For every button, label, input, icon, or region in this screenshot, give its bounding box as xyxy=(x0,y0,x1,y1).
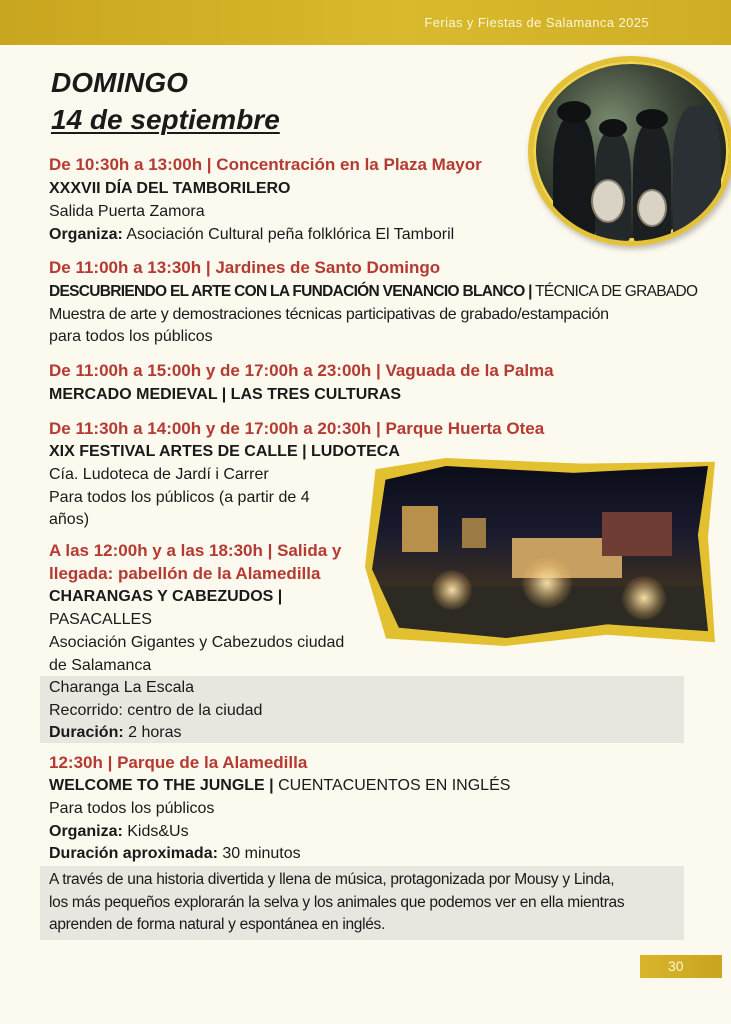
event-5-subtitle: PASACALLES xyxy=(49,611,152,628)
event-5-duration xyxy=(49,722,181,744)
header-title: Ferias y Fiestas de Salamanca 2025 xyxy=(424,15,649,30)
event-6-organizer xyxy=(49,821,189,843)
event-2-desc-1: Muestra de arte y demostraciones técnicas participativas de grabado/estampación xyxy=(49,306,609,323)
event-6-title xyxy=(49,775,510,797)
duration-label: Duración aproximada: xyxy=(49,845,218,862)
event-3-time: De 11:00h a 15:00h y de 17:00h a 23:00h | Vaguada de la Palma xyxy=(49,361,554,380)
event-5-time-2: llegada: pabellón de la Alamedilla xyxy=(49,564,321,583)
organizer-value: Asociación Cultural peña folklórica El Tamboril xyxy=(122,226,455,243)
event-1-time: De 10:30h a 13:00h | Concentración en la Plaza Mayor xyxy=(49,155,482,174)
header-band xyxy=(0,0,731,45)
event-4-line-3: años) xyxy=(49,511,90,528)
night-park-photo xyxy=(372,466,708,638)
tamborilero-photo xyxy=(528,56,731,246)
event-6-title-light: CUENTACUENTOS EN INGLÉS xyxy=(273,777,511,794)
event-1-organizer xyxy=(49,224,454,246)
event-6-desc-3: aprenden de forma natural y espontánea en inglés. xyxy=(49,916,386,933)
event-6-duration xyxy=(49,843,301,865)
event-4-title: XIX FESTIVAL ARTES DE CALLE | LUDOTECA xyxy=(49,443,400,460)
event-4-time: De 11:30h a 14:00h y de 17:00h a 20:30h | Parque Huerta Otea xyxy=(49,419,545,438)
event-5-line-2: de Salamanca xyxy=(49,657,152,674)
event-6-desc-1: A través de una historia divertida y llena de música, protagonizada por Mousy y Linda, xyxy=(49,871,615,888)
duration-value: 2 horas xyxy=(123,724,182,741)
event-2-title-bold: DESCUBRIENDO EL ARTE CON LA FUNDACIÓN VENANCIO BLANCO | xyxy=(49,283,532,300)
event-6-title-bold: WELCOME TO THE JUNGLE | xyxy=(49,777,274,794)
event-1-title: XXXVII DÍA DEL TAMBORILERO xyxy=(49,180,291,197)
event-1-line: Salida Puerta Zamora xyxy=(49,203,205,220)
duration-label: Duración: xyxy=(49,724,124,741)
event-5-line-4: Recorrido: centro de la ciudad xyxy=(49,702,263,719)
day-title: DOMINGO xyxy=(51,67,188,98)
event-6-time: 12:30h | Parque de la Alamedilla xyxy=(49,753,308,772)
event-5-line-1: Asociación Gigantes y Cabezudos ciudad xyxy=(49,634,345,651)
event-4-line-1: Cía. Ludoteca de Jardí i Carrer xyxy=(49,466,269,483)
event-2-desc-2: para todos los públicos xyxy=(49,328,213,345)
event-6-line-1: Para todos los públicos xyxy=(49,800,215,817)
event-4-line-2: Para todos los públicos (a partir de 4 xyxy=(49,489,310,506)
organizer-label: Organiza: xyxy=(49,226,123,243)
date-title: 14 de septiembre xyxy=(51,104,280,135)
event-6-desc-2: los más pequeños explorarán la selva y los animales que podemos ver en ella mientras xyxy=(49,894,625,911)
organizer-label: Organiza: xyxy=(49,823,123,840)
event-2-title-light: TÉCNICA DE GRABADO xyxy=(531,283,698,300)
event-5-time-1: A las 12:00h y a las 18:30h | Salida y xyxy=(49,541,342,560)
duration-value: 30 minutos xyxy=(217,845,301,862)
event-2-time: De 11:00h a 13:30h | Jardines de Santo Domingo xyxy=(49,258,441,277)
event-2-title xyxy=(49,281,697,303)
organizer-value: Kids&Us xyxy=(122,823,189,840)
event-5-line-3: Charanga La Escala xyxy=(49,679,194,696)
page-number: 30 xyxy=(668,958,684,974)
event-5-title: CHARANGAS Y CABEZUDOS | xyxy=(49,588,283,605)
event-3-title: MERCADO MEDIEVAL | LAS TRES CULTURAS xyxy=(49,386,402,403)
